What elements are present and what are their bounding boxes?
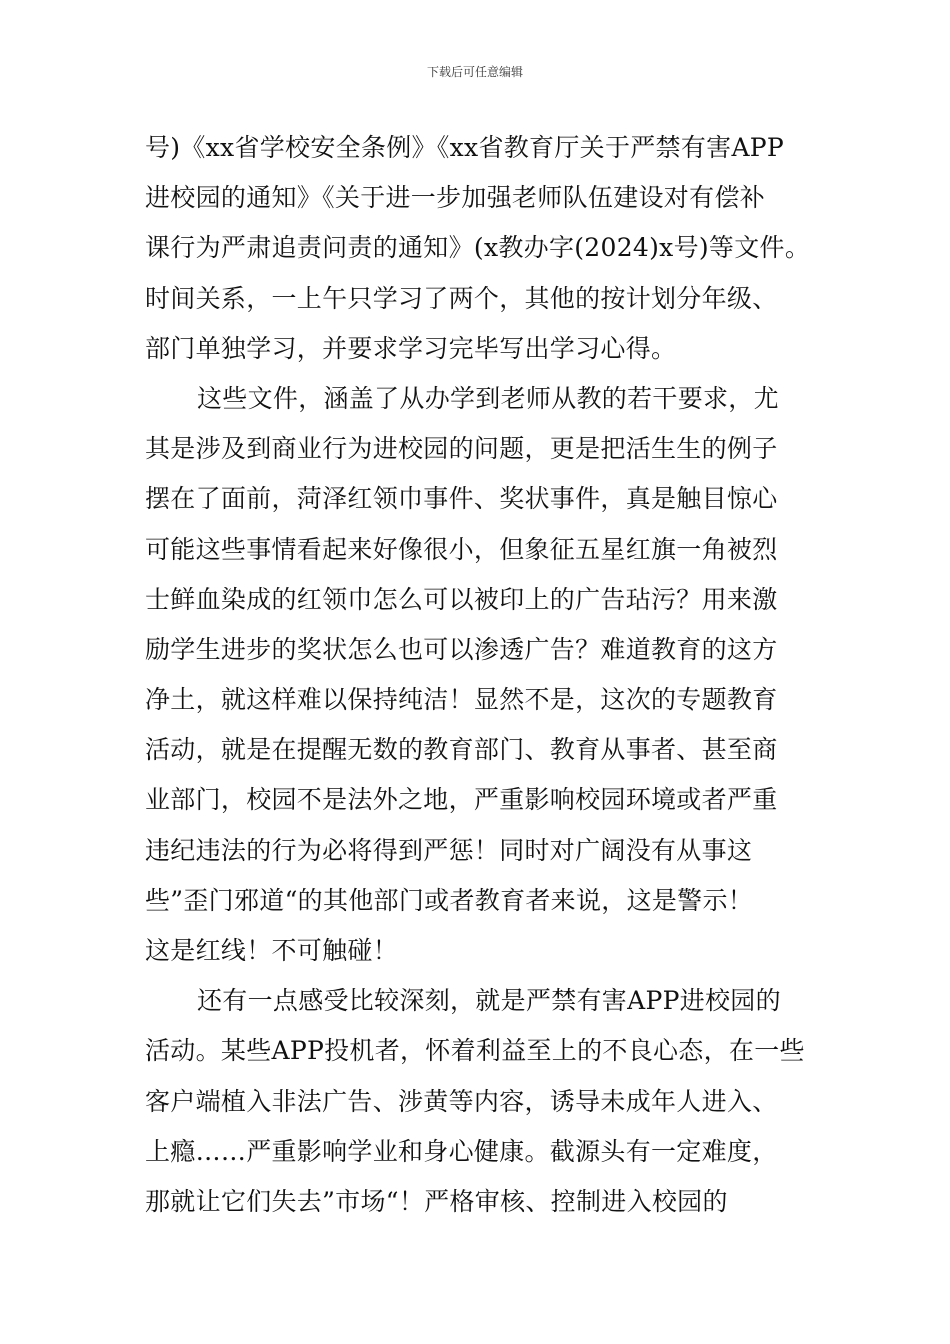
page-header: 下载后可任意编辑	[426, 65, 523, 79]
text-line: 客户端植入非法广告、涉黄等内容，诱导未成年人进入、	[145, 1086, 778, 1116]
text-line: 摆在了面前，菏泽红领巾事件、奖状事件，真是触目惊心	[145, 484, 778, 514]
text-line: 课行为严肃追责问责的通知》(x教办字(2024)x号)等文件。	[145, 233, 811, 263]
text-line: 这是红线！不可触碰！	[145, 936, 399, 965]
paragraph-start-line: 这些文件，涵盖了从办学到老师从教的若干要求，尤	[197, 383, 779, 413]
text-line: 号)《xx省学校安全条例》《xx省教育厅关于严禁有害APP	[145, 133, 785, 162]
text-line: 那就让它们失去”市场“！严格审核、控制进入校园的	[145, 1186, 728, 1216]
text-line: 些”歪门邪道“的其他部门或者教育者来说，这是警示！	[145, 885, 754, 915]
paragraph-start-line: 还有一点感受比较深刻，就是严禁有害APP进校园的	[197, 986, 781, 1016]
text-line: 违纪违法的行为必将得到严惩！同时对广阔没有从事这	[145, 835, 753, 865]
text-line: 活动，就是在提醒无数的教育部门、教育从事者、甚至商	[145, 735, 778, 765]
text-line: 业部门，校园不是法外之地，严重影响校园环境或者严重	[145, 785, 778, 815]
text-line: 活动。某些APP投机者，怀着利益至上的不良心态，在一些	[145, 1036, 805, 1066]
text-line: 士鲜血染成的红领巾怎么可以被印上的广告玷污？用来激	[145, 584, 778, 614]
text-line: 进校园的通知》《关于进一步加强老师队伍建设对有偿补	[145, 183, 766, 213]
text-line: 上瘾……严重影响学业和身心健康。截源头有一定难度，	[145, 1136, 778, 1166]
text-line: 部门单独学习，并要求学习完毕写出学习心得。	[145, 333, 677, 363]
text-line: 可能这些事情看起来好像很小，但象征五星红旗一角被烈	[145, 534, 778, 564]
text-line: 净土，就这样难以保持纯洁！显然不是，这次的专题教育	[145, 685, 778, 715]
text-line: 励学生进步的奖状怎么也可以渗透广告？难道教育的这方	[145, 634, 778, 664]
document-body	[145, 127, 815, 1231]
text-line: 其是涉及到商业行为进校园的问题，更是把活生生的例子	[145, 434, 778, 464]
text-line: 时间关系，一上午只学习了两个，其他的按计划分年级、	[145, 283, 778, 313]
